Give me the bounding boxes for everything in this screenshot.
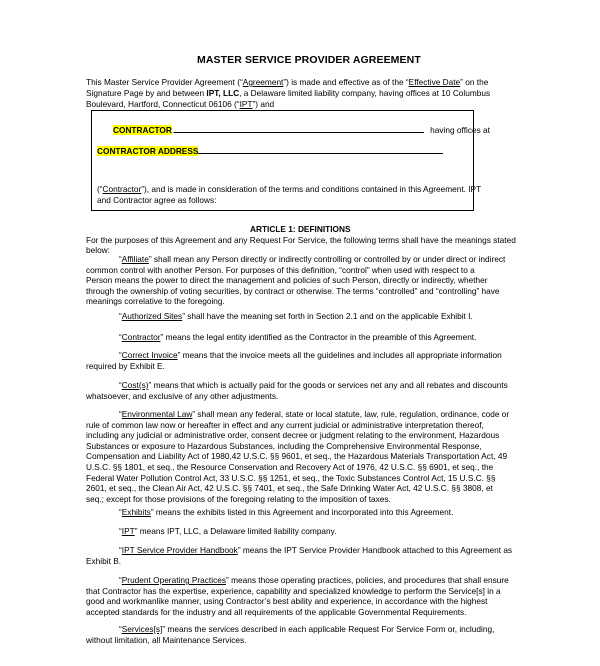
definition-correct-invoice: “Correct Invoice” means that the invoice meets all the guidelines and includes all appropriate information required by Exhibit E. <box>86 350 502 371</box>
contractor-name-field[interactable] <box>174 123 424 133</box>
contractor-address-label: CONTRACTOR ADDRESS <box>97 146 199 156</box>
contractor-address-row <box>97 144 443 157</box>
contractor-row: CONTRACTOR. having offices at <box>113 125 490 135</box>
effective-date-term: Effective Date <box>408 77 461 87</box>
definition-affiliate: “Affiliate” shall mean any Person directly or indirectly controlling or controlled by or under direct or indirect common control with another Person. For purposes of this definition, “control” when used with respect to a Person means the power to direct the management and policies of such Person, directly or indirectly, whether through the ownership of voting securities, by contract or otherwise. The terms “controlled” and “controlling” have meanings correlative to the foregoing. <box>86 254 506 307</box>
definition-exhibits: “Exhibits” means the exhibits listed in this Agreement and incorporated into this Agreement. <box>119 507 454 517</box>
definition-costs: “Cost(s)” means that which is actually paid for the goods or services net any and all rebates and discounts whatsoever, and exclusive of any other adjustments. <box>86 380 508 401</box>
intro-line-1: This Master Service Provider Agreement (“Agreement”) is made and effective as of the “Effective Date” on the <box>86 77 489 87</box>
definition-prudent-operating-practices: “Prudent Operating Practices” means those operating practices, policies, and procedures that shall ensure that Contractor has the expertise, experience, capability and specialized knowledge to perform the Service[s] in a good and workmanlike manner, using Contractor’s best ability and experience, in accordance with the highest accepted standards for the industry and all requirements of the applicable Governmental Requirements. <box>86 575 509 617</box>
definition-handbook: “IPT Service Provider Handbook” means the IPT Service Provider Handbook attached to this Agreement as Exhibit B. <box>86 545 513 566</box>
agreement-term: Agreement <box>242 77 284 87</box>
document-title: MASTER SERVICE PROVIDER AGREEMENT <box>197 54 421 66</box>
definition-authorized-sites: “Authorized Sites” shall have the meaning set forth in Section 2.1 and on the applicable Exhibit I. <box>119 311 473 321</box>
contractor-term: Contractor <box>102 184 142 194</box>
definition-services: “Services[s]” means the services described in each applicable Request For Service Form or, including, without limitation, all Maintenance Services. <box>86 624 495 645</box>
box-line-2: and Contractor agree as follows: <box>97 195 217 205</box>
ipt-term: IPT <box>239 99 253 109</box>
definition-ipt: “IPT” means IPT, LLC, a Delaware limited liability company. <box>119 526 337 536</box>
contractor-address-field[interactable] <box>198 144 443 154</box>
contractor-label: CONTRACTOR <box>113 125 172 135</box>
intro-line-3: Boulevard, Hartford, Connecticut 06106 (“IPT”) and <box>86 99 275 109</box>
article-1-lead-1: For the purposes of this Agreement and any Request For Service, the following terms shall have the meanings stated <box>86 235 516 245</box>
intro-line-2: Signature Page by and between IPT, LLC, a Delaware limited liability company, having offices at 10 Columbus <box>86 88 491 98</box>
party-name: IPT, LLC <box>206 88 240 98</box>
definition-environmental-law: “Environmental Law” shall mean any federal, state or local statute, law, rule, regulation, ordinance, code or rule of common law now or hereafter in effect and any current judicial or administrative interpretation thereof, including any judicial or administrative order, consent decree or judgment relating to the environment, Hazardous Substances or exposure to Hazardous Substances, including the Comprehensive Environmental Response, Compensation and Liability Act of 1980,42 U.S.C. §§ 9601, et seq., the Hazardous Materials Transportation Act, 49 U.S.C. §§ 1801, et seq., the Resource Conservation and Recovery Act of 1976, 42 U.S.C. §§ 6901, et seq., the Federal Water Pollution Control Act, 33 U.S.C. §§ 1251, et seq., the Toxic Substances Control Act, 15 U.S.C. §§ 2601, et seq., the Clean Air Act, 42 U.S.C. §§ 7401, et seq., the Safe Drinking Water Act, 42 U.S.C. §§ 3808, et seq.; except for those provisions of the foregoing relating to the imposition of taxes. <box>86 409 510 504</box>
article-1-heading: ARTICLE 1: DEFINITIONS <box>250 224 351 234</box>
definition-contractor: “Contractor” means the legal entity identified as the Contractor in the preamble of this Agreement. <box>119 332 477 342</box>
article-1-lead-2: below: <box>86 245 110 255</box>
box-line-1: (“Contractor”), and is made in consideration of the terms and conditions contained in this Agreement. IPT <box>97 184 482 194</box>
